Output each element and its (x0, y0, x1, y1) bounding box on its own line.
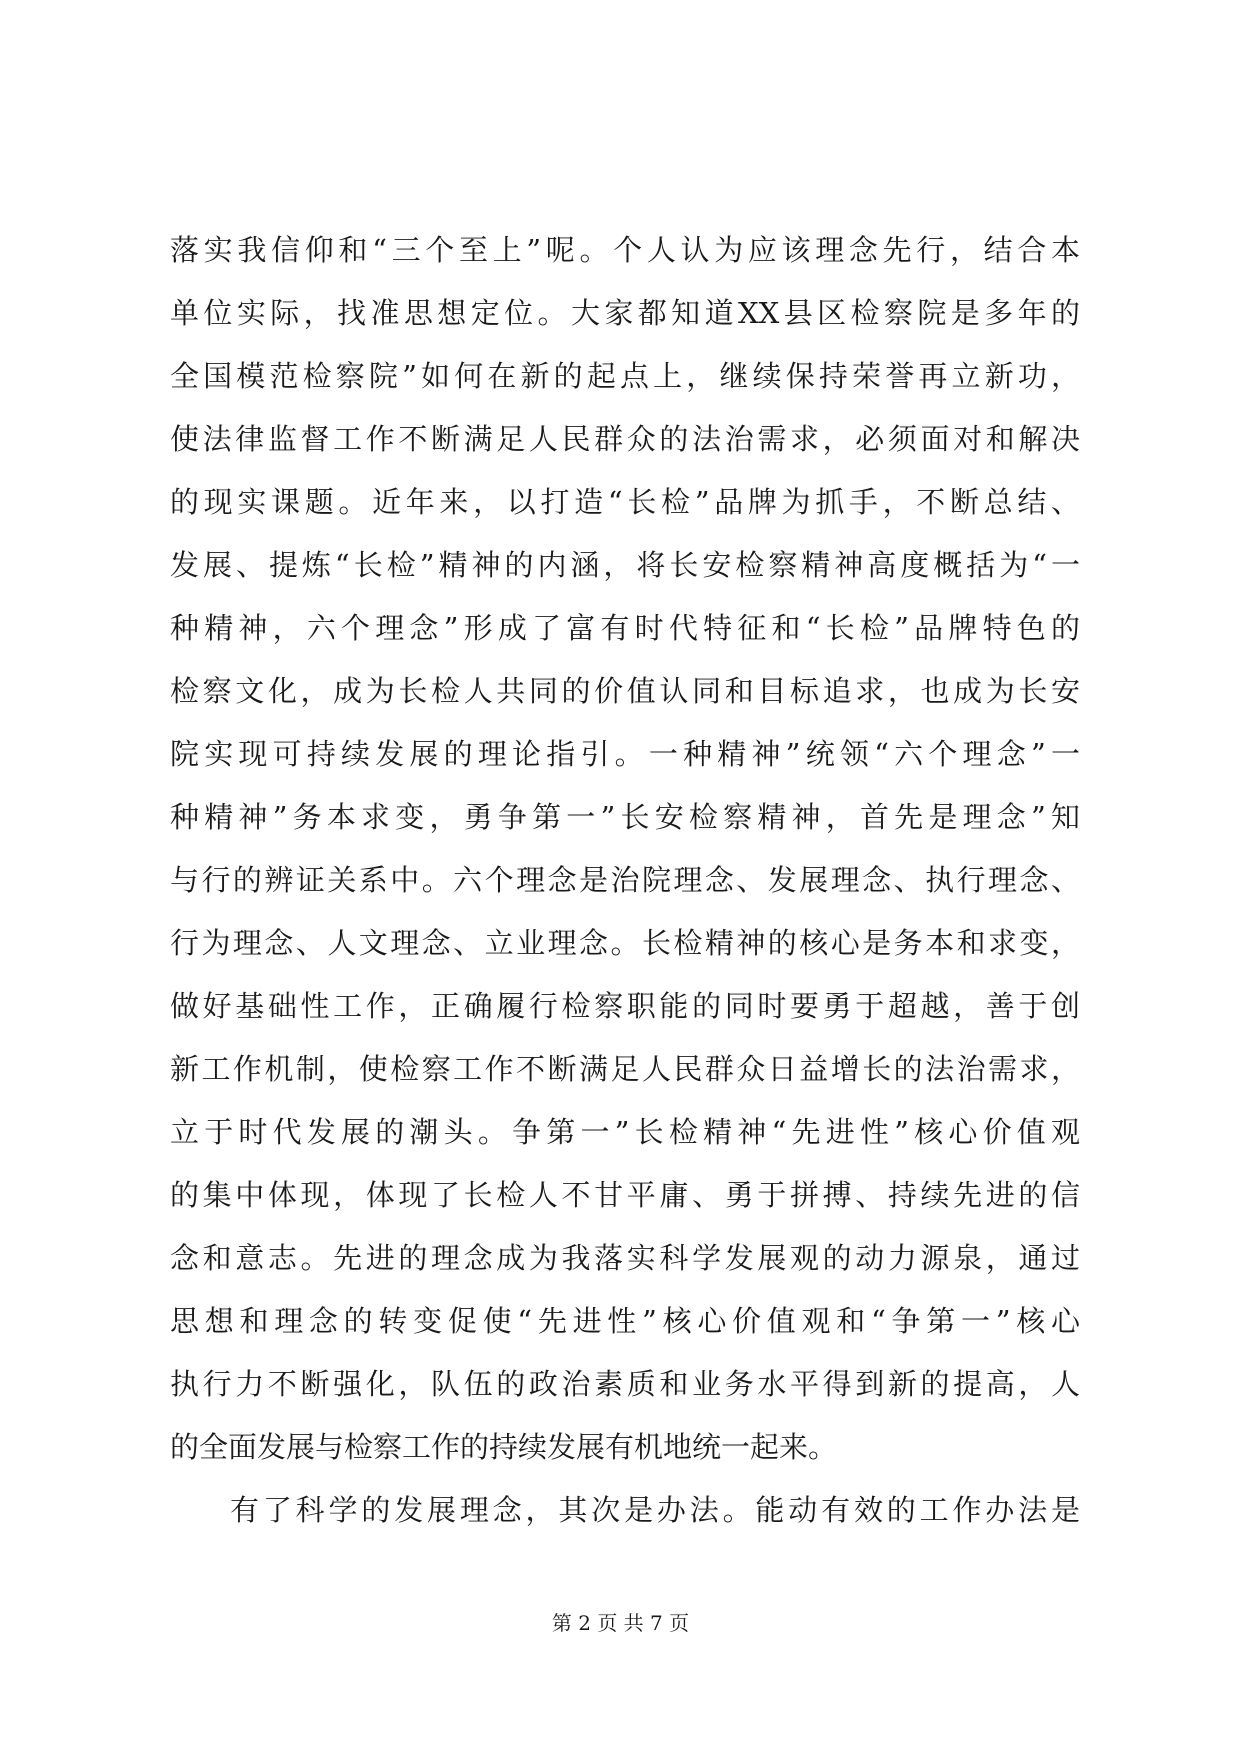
text-line: 院实现可持续发展的理论指引。一种精神”统领“六个理念”一 (170, 737, 1080, 771)
text-line: 单位实际，找准思想定位。大家都知道XX县区检察院是多年的 (170, 296, 1080, 330)
text-line: 立于时代发展的潮头。争第一”长检精神“先进性”核心价值观 (170, 1115, 1080, 1149)
text-line: 使法律监督工作不断满足人民群众的法治需求，必须面对和解决 (170, 422, 1080, 456)
text-line: 执行力不断强化，队伍的政治素质和业务水平得到新的提高，人 (170, 1367, 1080, 1401)
text-line: 的集中体现，体现了长检人不甘平庸、勇于拼搏、持续先进的信 (170, 1178, 1080, 1212)
text-line: 念和意志。先进的理念成为我落实科学发展观的动力源泉，通过 (170, 1241, 1080, 1275)
text-line: 全国模范检察院”如何在新的起点上，继续保持荣誉再立新功， (170, 359, 1080, 393)
page-number-footer: 第 2 页 共 7 页 (551, 1611, 690, 1635)
text-line: 思想和理念的转变促使“先进性”核心价值观和“争第一”核心 (170, 1304, 1080, 1338)
text-line: 与行的辨证关系中。六个理念是治院理念、发展理念、执行理念、 (170, 863, 1080, 897)
text-line: 做好基础性工作，正确履行检察职能的同时要勇于超越，善于创 (170, 989, 1080, 1023)
text-line: 检察文化，成为长检人共同的价值认同和目标追求，也成为长安 (170, 674, 1080, 708)
text-line: 发展、提炼“长检”精神的内涵，将长安检察精神高度概括为“一 (170, 548, 1080, 582)
text-line-indented: 有了科学的发展理念，其次是办法。能动有效的工作办法是 (230, 1493, 1080, 1527)
text-line: 落实我信仰和“三个至上”呢。个人认为应该理念先行，结合本 (170, 233, 1080, 267)
text-line: 种精神，六个理念”形成了富有时代特征和“长检”品牌特色的 (170, 611, 1080, 645)
text-line: 新工作机制，使检察工作不断满足人民群众日益增长的法治需求， (170, 1052, 1080, 1086)
text-line: 行为理念、人文理念、立业理念。长检精神的核心是务本和求变， (170, 926, 1080, 960)
text-line: 种精神”务本求变，勇争第一”长安检察精神，首先是理念”知 (170, 800, 1080, 834)
text-line: 的全面发展与检察工作的持续发展有机地统一起来。 (170, 1430, 838, 1464)
text-line: 的现实课题。近年来，以打造“长检”品牌为抓手，不断总结、 (170, 485, 1080, 519)
